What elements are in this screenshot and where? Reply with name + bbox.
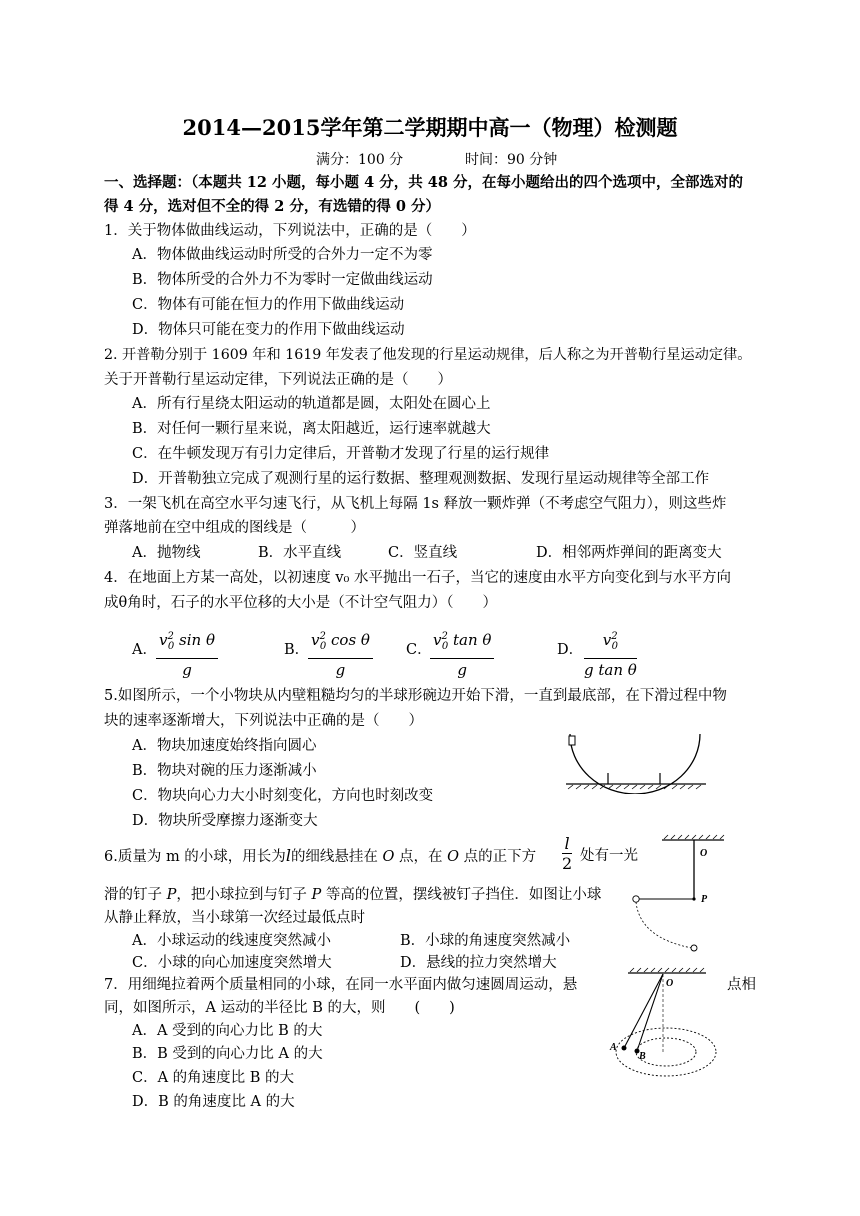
q5-option-a: A．物块加速度始终指向圆心 [132,738,317,754]
q5-stem-line1: 5.如图所示，一个小物块从内壁粗糙均匀的半球形碗边开始下滑，一直到最底部，在下滑过程中物 [104,688,727,704]
q6-o2: O [447,849,460,865]
q6-option-b: B．小球的角速度突然减小 [400,933,571,949]
q2-option-a: A．所有行星绕太阳运动的轨道都是圆，太阳处在圆心上 [132,396,491,412]
q4-option-b-formula [308,627,373,680]
q7-stem-line1-end: 点相 [727,977,756,993]
q6-stem1d: 点的正下方 [463,849,537,865]
q2-stem-line2: 关于开普勒行星运动定律，下列说法正确的是（ ） [104,372,452,388]
conical-o-label: O [666,978,674,989]
q5-option-c: C．物块向心力大小时刻变化，方向也时刻改变 [132,788,434,804]
q4-d-v: v [602,631,612,649]
q4-a-sub: 0 [167,641,175,652]
pendulum-figure [626,834,726,964]
q6-stem1b: 的细线悬挂在 [290,849,378,865]
q6-option-a: A．小球运动的线速度突然减小 [132,933,331,949]
q4-b-num: cos θ [331,631,370,649]
q4-d-sup: 2 [611,631,618,642]
q4-option-c-formula [430,627,494,680]
q7-stem-line2: 同，如图所示，A 运动的半径比 B 的大，则 ( ) [104,1000,455,1016]
q2-stem-line1: 2. 开普勒分别于 1609 年和 1619 年发表了他发现的行星运动规律，后人称之为开普勒行星运动定律。 [104,347,752,363]
q3-option-d: D．相邻两炸弹间的距离变大 [536,545,722,561]
q6-l: l [285,846,291,865]
q6-stem-line2 [104,885,601,905]
q4-b-sup: 2 [319,631,326,642]
q1-stem: 1．关于物体做曲线运动，下列说法中，正确的是（ ） [104,223,476,239]
section-heading-line2: 得 4 分，选对但不全的得 2 分，有选错的得 0 分） [104,198,441,215]
q4-a-v: v [159,631,168,649]
q1-option-d: D．物体只可能在变力的作用下做曲线运动 [132,322,405,338]
q4-option-b-label: B． [284,642,310,658]
q5-stem-line2: 块的速率逐渐增大，下列说法中正确的是（ ） [104,713,423,729]
q6-option-c: C．小球的向心加速度突然增大 [132,955,332,971]
q1-option-c: C．物体有可能在恒力的作用下做曲线运动 [132,297,405,313]
q3-option-b: B．水平直线 [258,545,342,561]
conical-b-label: B [639,1051,646,1062]
q4-option-a-label: A． [132,642,157,658]
q7-option-c: C．A 的角速度比 B 的大 [132,1070,295,1086]
q7-option-a: A．A 受到的向心力比 B 的大 [132,1023,323,1039]
q6-stem-line1-end: 处有一光 [580,848,638,864]
q4-a-num: sin θ [179,631,215,649]
q7-option-b: B．B 受到的向心力比 A 的大 [132,1046,323,1062]
q6-o1: O [382,849,395,865]
q6-stem2c: 等高的位置，摆线被钉子挡住．如图让小球 [325,887,602,903]
q6-stem2b: ，把小球拉到与钉子 [176,887,307,903]
q4-b-v: v [311,631,320,649]
q4-option-c-label: C． [406,642,432,658]
q4-c-den: g [457,661,468,679]
full-score: 满分：100 分 [316,152,404,168]
pendulum-p-label: P [701,894,708,905]
q4-option-a-formula [156,627,218,680]
q4-a-sup: 2 [167,631,174,642]
q3-option-c: C．竖直线 [388,545,458,561]
q4-d-sub: 0 [611,641,619,652]
conical-pendulum-figure [606,966,730,1090]
q6-stem-line1 [104,846,536,867]
q6-stem2a: 滑的钉子 [104,887,162,903]
page-title: 2014—2015学年第二学期期中高一（物理）检测题 [182,115,678,140]
q6-frac-num: l [562,834,572,854]
q3-stem-line2: 弹落地前在空中组成的图线是（ ） [104,520,365,536]
q6-stem1a: 6.质量为 m 的小球，用长为 [104,849,286,865]
q2-option-b: B．对任何一颗行星来说，离太阳越近，运行速率就越大 [132,421,491,437]
q4-option-d-formula [584,627,637,680]
q2-option-d: D．开普勒独立完成了观测行星的运行数据、整理观测数据、发现行星运动规律等全部工作 [132,471,710,487]
q4-stem-line2: 成θ角时，石子的水平位移的大小是（不计空气阻力）（ ） [104,595,497,611]
q3-option-a: A．抛物线 [132,545,201,561]
q4-b-den: g [335,661,346,679]
exam-time: 时间：90 分钟 [465,152,558,168]
q4-stem-line1: 4．在地面上方某一高处，以初速度 v₀ 水平抛出一石子，当它的速度由水平方向变化到与水平方向 [104,570,731,586]
section-heading-line1: 一、选择题：（本题共 12 小题，每小题 4 分，共 48 分，在每小题给出的四个选项中，全部选对的 [104,174,743,191]
q4-b-sub: 0 [319,641,327,652]
bowl-figure [560,730,710,794]
q7-stem-line1: 7．用细绳拉着两个质量相同的小球，在同一水平面内做匀速圆周运动，悬 [104,977,578,993]
q4-c-sup: 2 [441,631,448,642]
q7-option-d: D．B 的角速度比 A 的大 [132,1094,295,1110]
q6-p2: P [311,887,322,903]
q6-fraction [562,834,572,873]
q4-c-sub: 0 [441,641,449,652]
q1-option-b: B．物体所受的合外力不为零时一定做曲线运动 [132,272,433,288]
q5-option-b: B．物块对碗的压力逐渐减小 [132,763,317,779]
q4-c-num: tan θ [453,631,492,649]
q4-c-v: v [433,631,442,649]
q1-option-a: A．物体做曲线运动时所受的合外力一定不为零 [132,247,433,263]
q4-d-den: g tan θ [584,661,637,679]
q6-option-d: D．悬线的拉力突然增大 [400,955,557,971]
q4-a-den: g [182,661,192,679]
q3-stem-line1: 3．一架飞机在高空水平匀速飞行，从飞机上每隔 1s 释放一颗炸弹（不考虑空气阻力），则这些炸 [104,496,727,512]
q6-stem1c: 点，在 [399,849,443,865]
conical-a-label: A [610,1042,617,1053]
pendulum-o-label: O [700,848,708,859]
q4-option-d-label: D． [557,642,584,658]
q6-frac-den: 2 [562,854,573,873]
q6-p1: P [166,887,177,903]
q2-option-c: C．在牛顿发现万有引力定律后，开普勒才发现了行星的运行规律 [132,446,550,462]
q6-stem-line3: 从静止释放，当小球第一次经过最低点时 [104,910,365,926]
q5-option-d: D．物块所受摩擦力逐渐变大 [132,813,318,829]
